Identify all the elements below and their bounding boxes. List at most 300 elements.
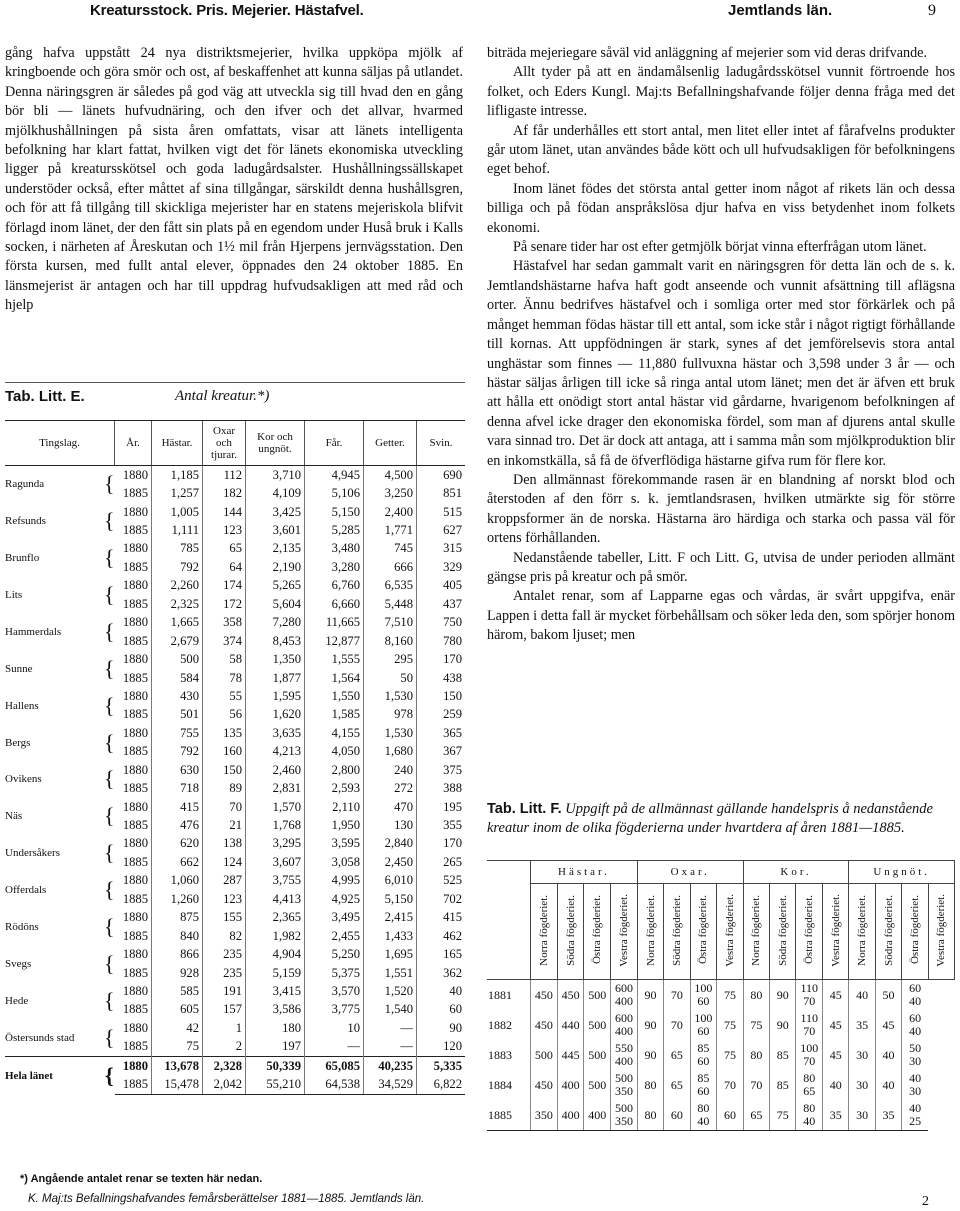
tingslag-name: Hela länet <box>5 1057 104 1095</box>
value-cell: 123 <box>203 890 246 908</box>
value-cell: 3,635 <box>246 724 305 742</box>
right-paragraph: På senare tider har ost efter getmjölk börjat vinna efterfrågan utom länet. <box>513 239 927 256</box>
year-cell: 1885 <box>122 818 148 833</box>
brace: { <box>103 729 115 755</box>
price-cell: 40 <box>823 1070 849 1100</box>
value-cell: 1,768 <box>246 816 305 834</box>
value-cell: 2,325 <box>152 595 203 613</box>
value-cell: 157 <box>203 1001 246 1019</box>
tingslag-name: Lits <box>5 589 23 602</box>
price-cell: 50 <box>875 980 901 1011</box>
value-cell: 2,679 <box>152 632 203 650</box>
value-cell: 365 <box>417 724 466 742</box>
price-cell: 45 <box>823 1010 849 1040</box>
value-cell: 3,775 <box>305 1001 364 1019</box>
price-cell: 600 400 <box>611 1010 638 1040</box>
table-row <box>5 724 465 742</box>
price-cell: 35 <box>849 1010 875 1040</box>
value-cell: 82 <box>203 927 246 945</box>
subheader-cell <box>717 884 743 980</box>
right-column <box>487 44 955 646</box>
table-row <box>5 798 465 816</box>
year-cell: 1885 <box>122 928 148 943</box>
left-paragraph: gång hafva uppstått 24 nya distriktsmejerier, hvilka uppköpa mjölk af kringboende och göra smör och ost, af beskaffenhet att kunna säljas på utlandet. Denna näringsgren är således på god väg att utveckla sig till hvad den en gång bör bli — länets hufvudnäring, och den ifver och det allvar, hvarmed mjölkhushållningen på sista åren omfattats, visar att länets intelligenta befolkning har klart fattat, hvilken vigt det för länets ekonomiska utveckling ligger på kreatursskötsel och goda ladugårdsalster. Hushållningssällskapet understöder också, efter måttet af sina tillgångar, särskildt denna hushållsgren, och för att få tillgång till skickliga mejerister har en statens mejeriskola blifvit förlagd inom länet, der den fått sin plats på en egendom under Huså bruk i Kalls socken, i närheten af Åreskutan och 1½ mil från Hjerpens jernvägsstation. Den första kursen, med fullt antal elever, öppnades den 24 oktober 1885. En länsmejerist är antagen och har till uppdrag hufvudsakligen att med råd och hjelp <box>5 45 463 314</box>
value-cell: 155 <box>203 909 246 927</box>
value-cell: 165 <box>417 945 466 963</box>
value-cell: 745 <box>364 540 417 558</box>
value-cell: 362 <box>417 964 466 982</box>
value-cell: 295 <box>364 650 417 668</box>
value-cell: 3,480 <box>305 540 364 558</box>
price-cell: 75 <box>743 1010 769 1040</box>
price-cell: 400 <box>557 1070 584 1100</box>
value-cell: 1,695 <box>364 945 417 963</box>
value-cell: 3,280 <box>305 558 364 576</box>
value-cell: 50 <box>364 669 417 687</box>
tingslag-name: Refsunds <box>5 515 46 528</box>
price-cell: 85 <box>770 1040 796 1070</box>
value-cell: 627 <box>417 521 466 539</box>
tingslag-name: Ovikens <box>5 773 42 786</box>
year-cell: 1885 <box>122 707 148 722</box>
year-cell: 1885 <box>122 559 148 574</box>
value-cell: 287 <box>203 872 246 890</box>
year-cell: 1885 <box>122 1039 148 1054</box>
value-cell: 2,365 <box>246 909 305 927</box>
year-cell: 1885 <box>122 744 148 759</box>
brace: { <box>103 471 115 497</box>
year-cell: 1885 <box>122 1002 148 1017</box>
price-cell: 40 25 <box>902 1100 928 1131</box>
year-cell: 1885 <box>122 891 148 906</box>
right-paragraph: Af får underhålles ett stort antal, men litet eller intet af fårafvelns produkter går utom länet, utan användes både kött och ull hufvudsakligen för befolkningens eget behof. <box>487 122 955 178</box>
value-cell: 2,593 <box>305 779 364 797</box>
price-cell: 35 <box>823 1100 849 1131</box>
brace: { <box>103 582 115 608</box>
year-cell: 1885 <box>122 596 148 611</box>
value-cell: 1,550 <box>305 687 364 705</box>
value-cell: 367 <box>417 743 466 761</box>
table-row <box>5 761 465 779</box>
price-cell: 100 60 <box>690 1010 717 1040</box>
table-row <box>5 540 465 558</box>
value-cell: 150 <box>417 687 466 705</box>
brace: { <box>103 766 115 792</box>
value-cell: 1,260 <box>152 890 203 908</box>
value-cell: 235 <box>203 945 246 963</box>
year-cell: 1885 <box>122 965 148 980</box>
price-cell: 500 350 <box>611 1070 638 1100</box>
value-cell: 2,831 <box>246 779 305 797</box>
brace: { <box>104 1057 115 1095</box>
value-cell: 235 <box>203 964 246 982</box>
price-cell: 65 <box>664 1040 690 1070</box>
value-cell: 1,585 <box>305 706 364 724</box>
value-cell: 123 <box>203 521 246 539</box>
price-cell: 70 <box>664 980 690 1011</box>
value-cell: 4,945 <box>305 466 364 485</box>
value-cell: 2,042 <box>203 1075 246 1094</box>
year-cell: 1885 <box>122 486 148 501</box>
subheader-label: Södra fögderiet. <box>670 894 683 966</box>
value-cell: 4,213 <box>246 743 305 761</box>
subheader-cell <box>796 884 823 980</box>
value-cell: 785 <box>152 540 203 558</box>
value-cell: 2,328 <box>203 1057 246 1076</box>
year-cell: 1880 <box>122 652 148 667</box>
price-cell: 40 30 <box>902 1070 928 1100</box>
value-cell: 4,109 <box>246 484 305 502</box>
price-cell: 80 <box>743 980 769 1011</box>
value-cell: 2,415 <box>364 909 417 927</box>
table-f-title <box>487 800 955 838</box>
subheader-cell <box>928 884 954 980</box>
subheader-cell <box>875 884 901 980</box>
value-cell: 2,400 <box>364 503 417 521</box>
table-row <box>487 980 955 1011</box>
tingslag-name: Rödöns <box>5 920 39 933</box>
subheader-cell <box>743 884 769 980</box>
value-cell: 42 <box>152 1019 203 1037</box>
value-cell: 182 <box>203 484 246 502</box>
subheader-label: Östra fögderiet. <box>591 895 604 965</box>
value-cell: 415 <box>417 909 466 927</box>
value-cell: 40,235 <box>364 1057 417 1076</box>
value-cell: 89 <box>203 779 246 797</box>
subheader-label: Vestra fögderiet. <box>617 893 630 967</box>
value-cell: 3,058 <box>305 853 364 871</box>
tingslag-name: Hede <box>5 994 29 1007</box>
value-cell: 5,335 <box>417 1057 466 1076</box>
price-cell: 45 <box>875 1010 901 1040</box>
table-e-caption: Antal kreatur.*) <box>175 388 270 404</box>
value-cell: 2,800 <box>305 761 364 779</box>
value-cell: 470 <box>364 798 417 816</box>
price-cell: 60 <box>664 1100 690 1131</box>
year-cell: 1885 <box>122 670 148 685</box>
source-line: K. Maj:ts Befallningshafvandes femårsberättelser 1881—1885. Jemtlands län. <box>28 1193 425 1205</box>
value-cell: 65 <box>203 540 246 558</box>
year-cell: 1880 <box>122 725 148 740</box>
table-row <box>487 1040 955 1070</box>
price-cell: 90 <box>770 1010 796 1040</box>
year-cell: 1880 <box>122 910 148 925</box>
subheader-label: Norra fögderiet. <box>750 894 763 966</box>
value-cell: 666 <box>364 558 417 576</box>
price-cell: 450 <box>531 1070 558 1100</box>
value-cell: 438 <box>417 669 466 687</box>
value-cell: 792 <box>152 743 203 761</box>
year-cell: 1884 <box>488 1077 512 1092</box>
value-cell: 415 <box>152 798 203 816</box>
subheader-cell <box>557 884 584 980</box>
right-paragraph: Allt tyder på att en ändamålsenlig ladugårdsskötsel vunnit förtroende hos folket, och Eders Kungl. Maj:ts Befallningshafvande följer denna fråga med det lifligaste intresse. <box>487 64 955 120</box>
subheader-label: Norra fögderiet. <box>856 894 869 966</box>
price-cell: 35 <box>875 1100 901 1131</box>
price-cell: 75 <box>717 1040 743 1070</box>
subheader-label: Norra fögderiet. <box>644 894 657 966</box>
brace: { <box>103 618 115 644</box>
value-cell: 135 <box>203 724 246 742</box>
year-cell: 1880 <box>122 799 148 814</box>
table-e-title <box>5 388 465 406</box>
value-cell: 160 <box>203 743 246 761</box>
subheader-label: Östra fögderiet. <box>697 895 710 965</box>
value-cell: 462 <box>417 927 466 945</box>
value-cell: 3,295 <box>246 835 305 853</box>
price-cell: 30 <box>849 1100 875 1131</box>
value-cell: 792 <box>152 558 203 576</box>
value-cell: 5,285 <box>305 521 364 539</box>
brace: { <box>103 913 115 939</box>
value-cell: 690 <box>417 466 466 485</box>
value-cell: 58 <box>203 650 246 668</box>
value-cell: 1,665 <box>152 614 203 632</box>
page-number: 9 <box>928 2 936 19</box>
value-cell: 430 <box>152 687 203 705</box>
value-cell: 755 <box>152 724 203 742</box>
value-cell: 405 <box>417 577 466 595</box>
header-cell: Tingslag. <box>5 421 115 466</box>
value-cell: 144 <box>203 503 246 521</box>
value-cell: 1,555 <box>305 650 364 668</box>
subheader-cell <box>823 884 849 980</box>
table-e <box>5 420 465 1095</box>
value-cell: 70 <box>203 798 246 816</box>
value-cell: 2,455 <box>305 927 364 945</box>
tingslag-name: Bergs <box>5 736 31 749</box>
subheader-cell <box>611 884 638 980</box>
tingslag-name: Sunne <box>5 662 33 675</box>
value-cell: 3,607 <box>246 853 305 871</box>
value-cell: — <box>364 1019 417 1037</box>
value-cell: 170 <box>417 650 466 668</box>
group-header: Kor. <box>743 861 849 884</box>
value-cell: 172 <box>203 595 246 613</box>
price-cell: 500 <box>584 1040 611 1070</box>
brace: { <box>103 950 115 976</box>
price-cell: 40 <box>875 1070 901 1100</box>
price-cell: 500 <box>584 1010 611 1040</box>
price-cell: 45 <box>823 980 849 1011</box>
table-row <box>5 614 465 632</box>
value-cell: 191 <box>203 982 246 1000</box>
value-cell: 3,586 <box>246 1001 305 1019</box>
table-f-body <box>487 980 955 1131</box>
value-cell: 75 <box>152 1038 203 1057</box>
value-cell: 4,413 <box>246 890 305 908</box>
value-cell: 630 <box>152 761 203 779</box>
value-cell: 1,060 <box>152 872 203 890</box>
value-cell: 7,510 <box>364 614 417 632</box>
value-cell: 2,135 <box>246 540 305 558</box>
price-cell: 110 70 <box>796 1010 823 1040</box>
value-cell: 3,415 <box>246 982 305 1000</box>
subheader-cell <box>584 884 611 980</box>
price-cell: 85 60 <box>690 1040 717 1070</box>
price-cell: 100 60 <box>690 980 717 1011</box>
table-row <box>5 909 465 927</box>
value-cell: 5,265 <box>246 577 305 595</box>
tingslag-name: Hammerdals <box>5 625 62 638</box>
brace: { <box>103 877 115 903</box>
value-cell: 64,538 <box>305 1075 364 1094</box>
year-cell: 1880 <box>122 688 148 703</box>
value-cell: 525 <box>417 872 466 890</box>
value-cell: 329 <box>417 558 466 576</box>
price-cell: 550 400 <box>611 1040 638 1070</box>
price-cell: 400 <box>584 1100 611 1131</box>
subheader-cell <box>770 884 796 980</box>
value-cell: 584 <box>152 669 203 687</box>
value-cell: 4,995 <box>305 872 364 890</box>
table-row <box>487 1100 955 1131</box>
brace: { <box>103 545 115 571</box>
year-cell: 1880 <box>122 762 148 777</box>
value-cell: 750 <box>417 614 466 632</box>
value-cell: 374 <box>203 632 246 650</box>
value-cell: 585 <box>152 982 203 1000</box>
price-cell: 90 <box>637 980 663 1011</box>
value-cell: 3,601 <box>246 521 305 539</box>
value-cell: 7,280 <box>246 614 305 632</box>
value-cell: 11,665 <box>305 614 364 632</box>
table-e-label: Tab. Litt. E. <box>5 388 85 405</box>
value-cell: 55 <box>203 687 246 705</box>
price-cell: 450 <box>557 980 584 1011</box>
price-cell: 45 <box>823 1040 849 1070</box>
value-cell: 3,595 <box>305 835 364 853</box>
running-header-right: Jemtlands län. <box>728 2 833 19</box>
value-cell: 1,005 <box>152 503 203 521</box>
subheader-cell <box>637 884 663 980</box>
left-column <box>5 44 463 316</box>
value-cell: 515 <box>417 503 466 521</box>
group-header: Hästar. <box>531 861 638 884</box>
value-cell: 1,530 <box>364 687 417 705</box>
value-cell: 358 <box>203 614 246 632</box>
value-cell: — <box>305 1038 364 1057</box>
value-cell: 5,604 <box>246 595 305 613</box>
value-cell: 851 <box>417 484 466 502</box>
value-cell: 8,160 <box>364 632 417 650</box>
value-cell: 3,425 <box>246 503 305 521</box>
price-cell: 445 <box>557 1040 584 1070</box>
price-cell: 30 <box>849 1070 875 1100</box>
value-cell: 1,680 <box>364 743 417 761</box>
subheader-cell <box>690 884 717 980</box>
value-cell: 1,982 <box>246 927 305 945</box>
header-cell: Får. <box>305 421 364 466</box>
header-cell: Getter. <box>364 421 417 466</box>
table-row <box>5 945 465 963</box>
subheader-cell <box>531 884 558 980</box>
value-cell: 6,760 <box>305 577 364 595</box>
value-cell: 702 <box>417 890 466 908</box>
price-cell: 80 65 <box>796 1070 823 1100</box>
year-cell: 1880 <box>115 1057 152 1076</box>
brace: { <box>103 803 115 829</box>
value-cell: 605 <box>152 1001 203 1019</box>
value-cell: 355 <box>417 816 466 834</box>
value-cell: 620 <box>152 835 203 853</box>
price-cell: 80 <box>637 1100 663 1131</box>
year-cell: 1882 <box>488 1017 512 1032</box>
right-paragraph: Hästafvel har sedan gammalt varit en näringsgren för detta län och de s. k. Jemtlandshästarne hafva haft godt anseende och vunnit afsättning till aflägsna orter. Ännu bedrifves hästafvel och i somliga orter med stor förkärlek och på månget hemman födas hästar till ett antal, som icke står i något rigtigt förhållande till kornas. Att uppfödningen är stark, synes af det jemförelsevis stora antal unghästar som finnes — 11,880 fullvuxna hästar och 3,598 under 3 år — och hästar säljas årligen till icke så ringa antal utom länet; men det är äfven ett bruk att hålla ett onödigt stort antal hästar vid gårdarne, hvarigenom befolkningen af denna afvel icke drager den ekonomiska fördel, som man af djurens antal skulle vara sinnad tro. Det är dock att antaga, att i samma mån som mjölkproduktion blir en inkomstkälla, så få de öfverflödiga hästarne gifva rum för flere kor. <box>487 258 955 469</box>
value-cell: 1,350 <box>246 650 305 668</box>
header-cell: Svin. <box>417 421 466 466</box>
value-cell: 5,150 <box>364 890 417 908</box>
year-cell: 1885 <box>122 633 148 648</box>
header-cell: Hästar. <box>152 421 203 466</box>
value-cell: 6,822 <box>417 1075 466 1094</box>
price-cell: 80 <box>637 1070 663 1100</box>
year-cell: 1880 <box>122 873 148 888</box>
price-cell: 500 350 <box>611 1100 638 1131</box>
value-cell: 1,551 <box>364 964 417 982</box>
value-cell: 174 <box>203 577 246 595</box>
footnote: *) Angående antalet renar se texten här nedan. <box>20 1173 263 1185</box>
value-cell: 1,185 <box>152 466 203 485</box>
price-cell: 440 <box>557 1010 584 1040</box>
subheader-label: Vestra fögderiet. <box>723 893 736 967</box>
price-cell: 90 <box>637 1010 663 1040</box>
table-row <box>5 503 465 521</box>
divider <box>5 382 465 383</box>
value-cell: 180 <box>246 1019 305 1037</box>
table-f-head <box>487 861 955 980</box>
subheader-label: Södra fögderiet. <box>882 894 895 966</box>
tingslag-name: Ragunda <box>5 478 45 491</box>
group-header: Oxar. <box>637 861 743 884</box>
right-paragraph: Antalet renar, som af Lapparne egas och vårdas, är svårt uppgifva, enär Lappen i detta fall är mycket förbehållsam och söker leda den, som spörjer honom härom, bakom ljuset; men <box>487 588 955 644</box>
value-cell: 5,375 <box>305 964 364 982</box>
price-cell: 90 <box>770 980 796 1011</box>
brace: { <box>103 987 115 1013</box>
value-cell: 15,478 <box>152 1075 203 1094</box>
subheader-label: Vestra fögderiet. <box>829 893 842 967</box>
brace: { <box>103 840 115 866</box>
price-cell: 500 <box>584 980 611 1011</box>
table-row <box>5 1019 465 1037</box>
brace: { <box>103 508 115 534</box>
year-cell: 1880 <box>122 467 148 482</box>
value-cell: 78 <box>203 669 246 687</box>
value-cell: 12,877 <box>305 632 364 650</box>
price-cell: 60 <box>717 1100 743 1131</box>
price-cell: 75 <box>770 1100 796 1131</box>
value-cell: 866 <box>152 945 203 963</box>
value-cell: 1,620 <box>246 706 305 724</box>
right-paragraph: biträda mejeriegare såväl vid anläggning af mejerier som vid deras drifvande. <box>487 45 928 61</box>
table-f <box>487 860 955 1131</box>
year-cell: 1880 <box>122 836 148 851</box>
tingslag-name: Svegs <box>5 957 32 970</box>
value-cell: 5,150 <box>305 503 364 521</box>
year-cell: 1880 <box>122 541 148 556</box>
value-cell: 259 <box>417 706 466 724</box>
value-cell: — <box>364 1038 417 1057</box>
price-cell: 350 <box>531 1100 558 1131</box>
value-cell: 8,453 <box>246 632 305 650</box>
value-cell: 5,106 <box>305 484 364 502</box>
value-cell: 170 <box>417 835 466 853</box>
corner-cell <box>487 861 531 980</box>
price-cell: 110 70 <box>796 980 823 1011</box>
year-cell: 1880 <box>122 1020 148 1035</box>
subheader-label: Östra fögderiet. <box>908 895 921 965</box>
value-cell: 2,460 <box>246 761 305 779</box>
